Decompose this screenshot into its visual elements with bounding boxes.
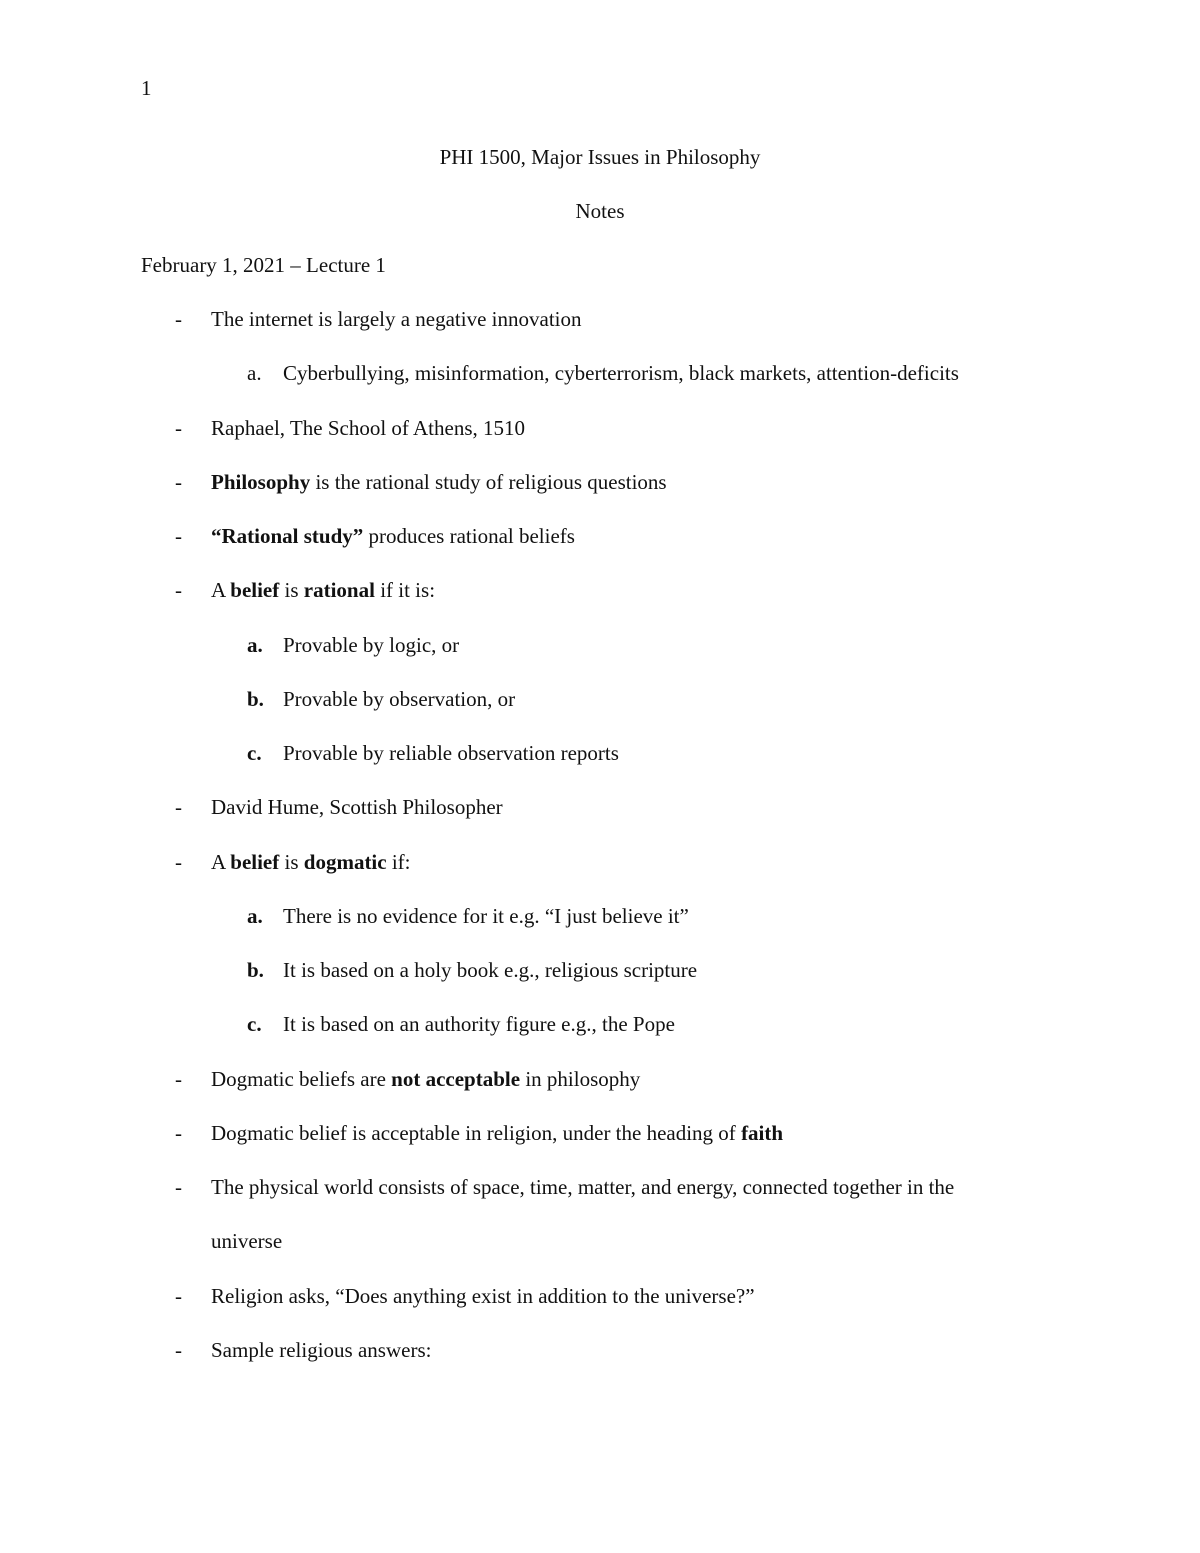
bold-term: not acceptable [391,1067,521,1091]
bold-term: faith [741,1121,784,1145]
sub-item-marker: b. [247,687,264,711]
bullet-dash: - [175,795,182,819]
bold-term: rational [303,578,375,602]
bullet-dash: - [175,1284,182,1308]
bullet-dash: - [175,416,182,440]
bullet-dash: - [175,524,182,548]
bold-term: belief [230,850,280,874]
bullet-dash: - [175,307,182,331]
bullet-dash: - [175,1121,182,1145]
bullet-dash: - [175,850,182,874]
bullet-text: Dogmatic belief is acceptable in religion, under the heading of faith [211,1121,784,1145]
sub-item-marker: a. [247,904,263,928]
bullet-text: “Rational study” produces rational beliefs [211,524,575,548]
bullet-dash: - [175,1175,182,1199]
bold-term: dogmatic [303,850,387,874]
bullet-text: A belief is dogmatic if: [211,850,411,874]
bullet-text: A belief is rational if it is: [211,578,436,602]
bold-term: Philosophy [211,470,311,494]
sub-item-text: Cyberbullying, misinformation, cyberterrorism, black markets, attention-deficits [283,361,959,385]
bullet-text: The physical world consists of space, time, matter, and energy, connected together in the [211,1175,955,1199]
bullet-dash: - [175,1338,182,1362]
bullet-text: The internet is largely a negative innovation [211,307,582,331]
bullet-text: Religion asks, “Does anything exist in addition to the universe?” [211,1284,755,1308]
bullet-dash: - [175,578,182,602]
lecture-date-heading: February 1, 2021 – Lecture 1 [141,253,386,277]
bullet-text: Raphael, The School of Athens, 1510 [211,416,525,440]
bullet-dash: - [175,470,182,494]
document-subtitle: Notes [575,199,625,223]
bold-term: belief [230,578,280,602]
sub-item-marker: c. [247,1012,262,1036]
sub-item-text: Provable by reliable observation reports [283,741,619,765]
sub-item-text: Provable by logic, or [283,633,460,657]
bullet-text: David Hume, Scottish Philosopher [211,795,503,819]
page-number: 1 [141,76,152,100]
bullet-text: Sample religious answers: [211,1338,432,1362]
sub-item-marker: b. [247,958,264,982]
document-title: PHI 1500, Major Issues in Philosophy [439,145,761,169]
sub-item-text: It is based on an authority figure e.g., the Pope [283,1012,675,1036]
sub-item-marker: c. [247,741,262,765]
sub-item-marker: a. [247,633,263,657]
bullet-dash: - [175,1067,182,1091]
bullet-text: Philosophy is the rational study of religious questions [211,470,667,494]
bullet-text: Dogmatic beliefs are not acceptable in philosophy [211,1067,641,1091]
bullet-continuation: universe [211,1229,283,1253]
sub-item-text: There is no evidence for it e.g. “I just believe it” [283,904,689,928]
bold-term: “Rational study” [211,524,364,548]
sub-item-text: Provable by observation, or [283,687,516,711]
sub-item-text: It is based on a holy book e.g., religious scripture [283,958,698,982]
sub-item-marker: a. [247,361,262,385]
